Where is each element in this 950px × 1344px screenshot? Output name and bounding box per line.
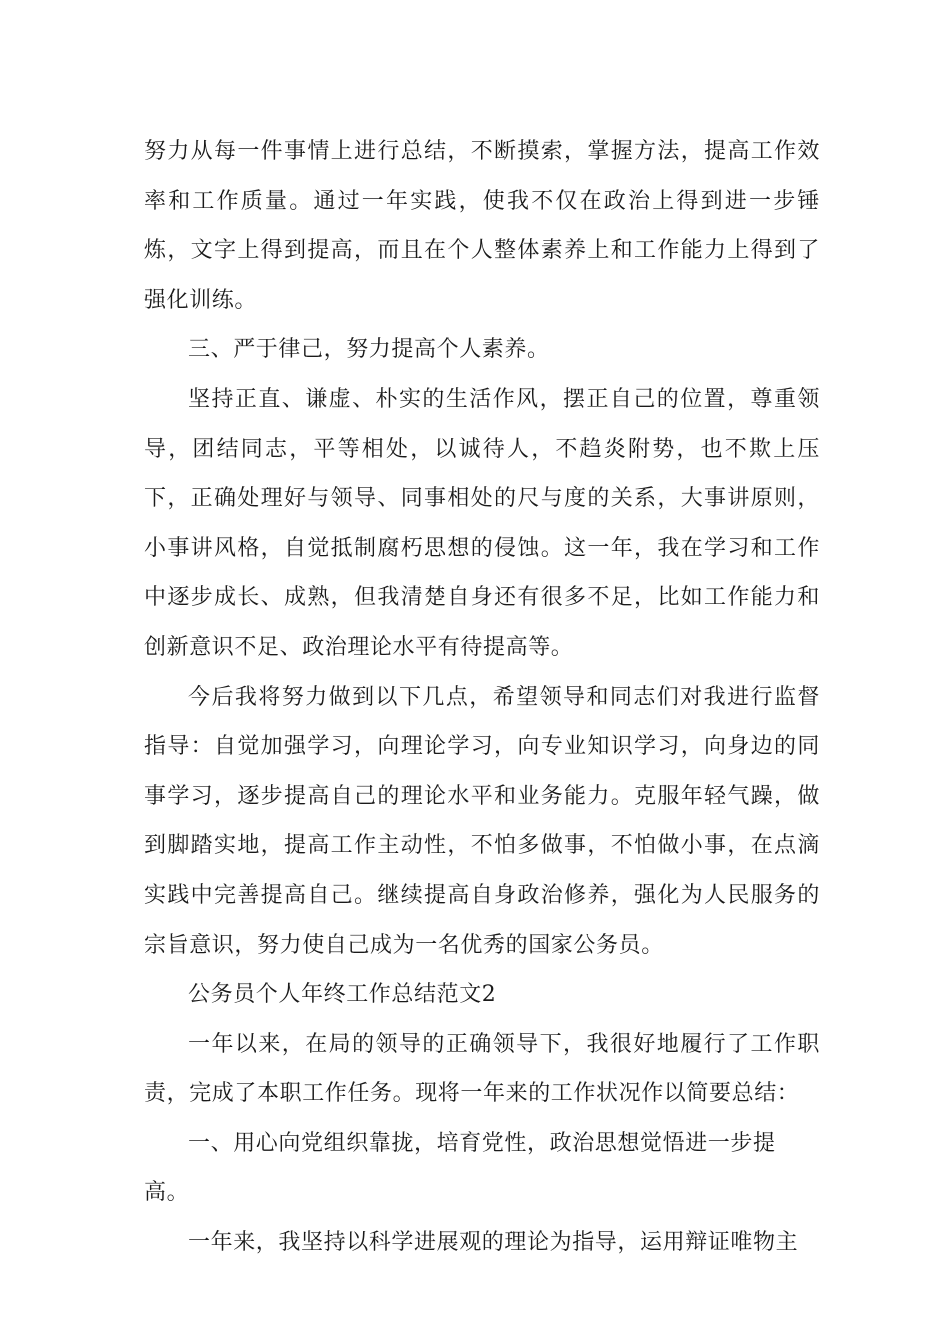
section-heading-3: 三、严于律己，努力提高个人素养。 bbox=[188, 337, 550, 363]
paragraph-continuation: 努力从每一件事情上进行总结，不断摸索，掌握方法，提高工作效率和工作质量。通过一年实践，使我不仅在政治上得到进一步锤炼，文字上得到提高，而且在个人整体素养上和工作能力上得到了强化训练。 bbox=[144, 139, 820, 313]
article-title-2: 公务员个人年终工作总结范文2 bbox=[188, 982, 497, 1008]
paragraph-theory: 一年来，我坚持以科学进展观的理论为指导，运用辩证唯物主 bbox=[188, 1230, 799, 1256]
paragraph-future-plans: 今后我将努力做到以下几点，希望领导和同志们对我进行监督指导：自觉加强学习，向理论学习，向专业知识学习，向身边的同事学习，逐步提高自己的理论水平和业务能力。克服年轻气躁，做到脚踏实地，提高工作主动性，不怕多做事，不怕做小事，在点滴实践中完善提高自己。继续提高自身政治修养，强化为人民服务的宗旨意识，努力使自己成为一名优秀的国家公务员。 bbox=[144, 684, 820, 958]
document-body bbox=[144, 127, 820, 1268]
paragraph-conduct: 坚持正直、谦虚、朴实的生活作风，摆正自己的位置，尊重领导，团结同志，平等相处，以诚待人，不趋炎附势，也不欺上压下，正确处理好与领导、同事相处的尺与度的关系，大事讲原则，小事讲风格，自觉抵制腐朽思想的侵蚀。这一年，我在学习和工作中逐步成长、成熟，但我清楚自身还有很多不足，比如工作能力和创新意识不足、政治理论水平有待提高等。 bbox=[144, 386, 820, 660]
section-heading-1: 一、用心向党组织靠拢，培育党性，政治思想觉悟进一步提高。 bbox=[144, 1130, 776, 1206]
paragraph-intro: 一年以来，在局的领导的正确领导下，我很好地履行了工作职责，完成了本职工作任务。现将一年来的工作状况作以简要总结： bbox=[144, 1031, 820, 1107]
